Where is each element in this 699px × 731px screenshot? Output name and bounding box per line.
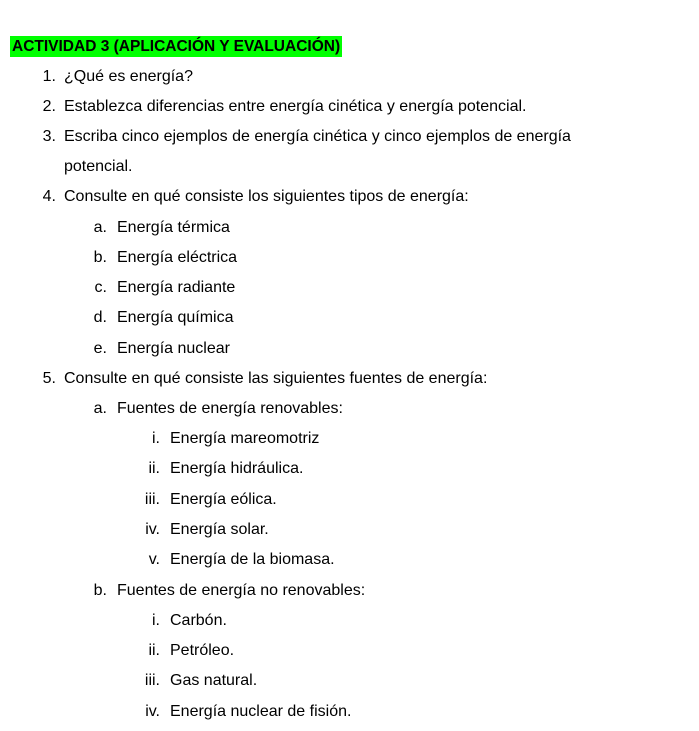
list-item-text: Establezca diferencias entre energía cinética y energía potencial. xyxy=(64,98,527,115)
list-item-text: Energía química xyxy=(117,309,234,326)
list-item-text: Energía hidráulica. xyxy=(170,460,304,477)
list-marker: iv. xyxy=(145,521,160,538)
list-marker: 3. xyxy=(42,128,56,145)
list-marker: c. xyxy=(94,279,107,296)
list-item-text: Escriba cinco ejemplos de energía cinética y cinco ejemplos de energía xyxy=(64,128,571,145)
list-marker: d. xyxy=(93,309,107,326)
list-item-text: Carbón. xyxy=(170,612,227,629)
list-item-text: Energía eléctrica xyxy=(117,249,238,266)
list-marker: i. xyxy=(152,612,160,629)
list-item-text: Energía solar. xyxy=(170,521,269,538)
list-marker: ii. xyxy=(148,642,160,659)
list-marker: iv. xyxy=(145,703,160,720)
list-marker: b. xyxy=(93,582,107,599)
list-item-text: Gas natural. xyxy=(170,672,258,689)
list-item-text: Energía mareomotriz xyxy=(170,430,320,447)
list-marker: 2. xyxy=(42,98,56,115)
list-marker: e. xyxy=(93,340,107,357)
list-marker: a. xyxy=(93,219,107,236)
list-item-text: ¿Qué es energía? xyxy=(64,68,193,85)
list-item-text: Energía de la biomasa. xyxy=(170,551,335,568)
list-marker: iii. xyxy=(144,491,160,508)
list-marker: 1. xyxy=(42,68,56,85)
list-item-text: Energía térmica xyxy=(117,219,230,236)
list-item-text: Consulte en qué consiste las siguientes fuentes de energía: xyxy=(64,370,488,387)
list-item-text: Fuentes de energía no renovables: xyxy=(117,582,366,599)
list-item-text: Energía eólica. xyxy=(170,491,277,508)
list-marker: 5. xyxy=(42,370,56,387)
activity-title: ACTIVIDAD 3 (APLICACIÓN Y EVALUACIÓN) xyxy=(12,38,341,55)
list-marker: v. xyxy=(148,551,160,568)
list-item-text: Consulte en qué consiste los siguientes tipos de energía: xyxy=(64,188,469,205)
list-item-text: Energía nuclear de fisión. xyxy=(170,703,352,720)
list-item-text: Energía radiante xyxy=(117,279,236,296)
list-item-text: Energía nuclear xyxy=(117,340,230,357)
list-marker: i. xyxy=(152,430,160,447)
list-marker: b. xyxy=(93,249,107,266)
list-item-text: Fuentes de energía renovables: xyxy=(117,400,343,417)
list-marker: 4. xyxy=(42,188,56,205)
list-item-text: Petróleo. xyxy=(170,642,235,659)
list-marker: ii. xyxy=(148,460,160,477)
list-item-text: potencial. xyxy=(64,158,133,175)
list-marker: iii. xyxy=(144,672,160,689)
list-marker: a. xyxy=(93,400,107,417)
